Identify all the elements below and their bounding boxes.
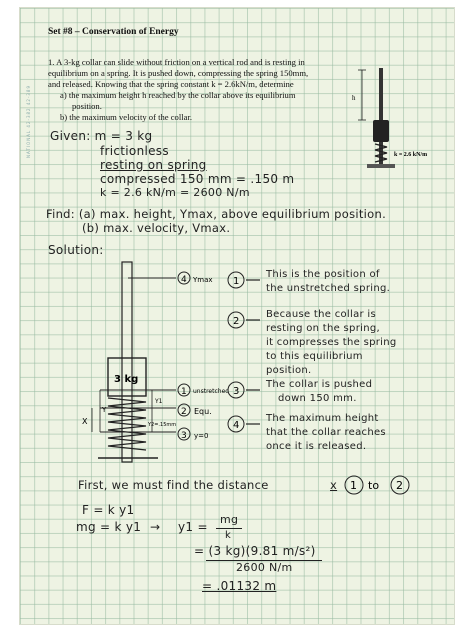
first-line-from: 1: [350, 479, 357, 492]
problem-line-4: a) the maximum height h reached by the collar above its equilibrium: [60, 90, 296, 100]
note-3-number: 3: [233, 386, 240, 397]
note-4-number: 4: [233, 420, 240, 431]
note-2-line-4: to this equilibrium: [266, 351, 363, 362]
figure-label-h: h: [352, 94, 356, 102]
equation-2-result: y1 =: [178, 520, 208, 534]
figure-label-k: k = 2.6 kN/m: [394, 152, 428, 158]
problem-line-5: position.: [72, 101, 102, 111]
given-line-5: k = 2.6 kN/m = 2600 N/m: [100, 186, 250, 199]
fraction-bar: [216, 528, 242, 529]
pos3-number: 3: [181, 431, 187, 441]
pos4-number: 4: [181, 275, 187, 285]
find-line-1: Find: (a) max. height, Ymax, above equilibrium position.: [46, 207, 387, 221]
solution-diagram: [48, 258, 248, 473]
given-line-1: Given: m = 3 kg: [50, 129, 153, 143]
equation-2: mg = k y1: [76, 520, 142, 534]
equation-4: = .01132 m: [202, 579, 277, 593]
pos1-label: unstretched: [193, 388, 230, 395]
equation-1: F = k y1: [82, 503, 135, 517]
fraction-numerator: mg: [220, 513, 239, 526]
pos2-number: 2: [181, 407, 187, 417]
problem-figure: [340, 66, 450, 176]
problem-line-3: and released. Knowing that the spring constant k = 2.6kN/m, determine: [48, 79, 294, 89]
pos2-label: Equ.: [194, 407, 212, 416]
figure-collar: [373, 120, 389, 142]
y1-label: Y1: [155, 398, 163, 405]
given-line-4: compressed 150 mm = .150 m: [100, 172, 295, 186]
note-2-line-1: Because the collar is: [266, 309, 376, 320]
problem-line-2: equilibrium on a spring. It is pushed down, compressing the spring 150mm,: [48, 68, 309, 78]
pos4-label: Ymax: [193, 276, 213, 284]
note-1-line-2: the unstretched spring.: [266, 283, 391, 294]
note-2-line-3: it compresses the spring: [266, 337, 397, 348]
note-1-line-1: This is the position of: [266, 269, 380, 280]
find-line-2: (b) max. velocity, Vmax.: [82, 221, 231, 235]
first-line-to: to: [368, 479, 380, 492]
gap-label: Y2=.15mm: [148, 422, 177, 428]
figure-ground: [367, 164, 395, 168]
note-3-line-1: The collar is pushed: [266, 379, 373, 390]
set-title: Set #8 – Conservation of Energy: [48, 27, 179, 37]
given-line-3: resting on spring: [100, 158, 207, 172]
diagram-spring: [108, 398, 146, 450]
note-markers: [226, 270, 266, 440]
note-2-number: 2: [233, 316, 240, 327]
problem-line-6: b) the maximum velocity of the collar.: [60, 112, 192, 122]
given-line-2: frictionless: [100, 144, 169, 158]
note-3-line-2: down 150 mm.: [278, 393, 357, 404]
equation-3-denominator: 2600 N/m: [236, 561, 293, 574]
solution-heading: Solution:: [48, 243, 104, 257]
note-1-number: 1: [233, 276, 240, 287]
note-4-line-2: that the collar reaches: [266, 427, 386, 438]
note-2-line-5: position.: [266, 365, 312, 376]
fraction-denominator: k: [225, 530, 232, 541]
figure-rod: [379, 68, 383, 164]
margin-print: NATIONAL 42-382 42-389: [26, 84, 31, 158]
x-label: X: [82, 417, 88, 426]
first-line-prefix: First, we must find the distance: [78, 478, 269, 492]
equation-2-arrow: →: [150, 520, 161, 534]
note-2-line-2: resting on the spring,: [266, 323, 380, 334]
first-line-var: x: [330, 478, 338, 492]
problem-line-1: 1. A 3-kg collar can slide without friction on a vertical rod and is resting in: [48, 57, 305, 67]
notebook-page: [20, 8, 454, 624]
note-4-line-3: once it is released.: [266, 441, 367, 452]
pos3-label: y=0: [194, 432, 209, 440]
note-4-line-1: The maximum height: [266, 413, 379, 424]
first-line-target: 2: [396, 479, 403, 492]
mass-label: 3 kg: [114, 374, 139, 385]
y-label: Y: [102, 406, 107, 414]
first-line-circles: [338, 472, 430, 498]
pos1-number: 1: [181, 387, 187, 397]
equation-3-numerator: = (3 kg)(9.81 m/s²): [194, 544, 316, 558]
